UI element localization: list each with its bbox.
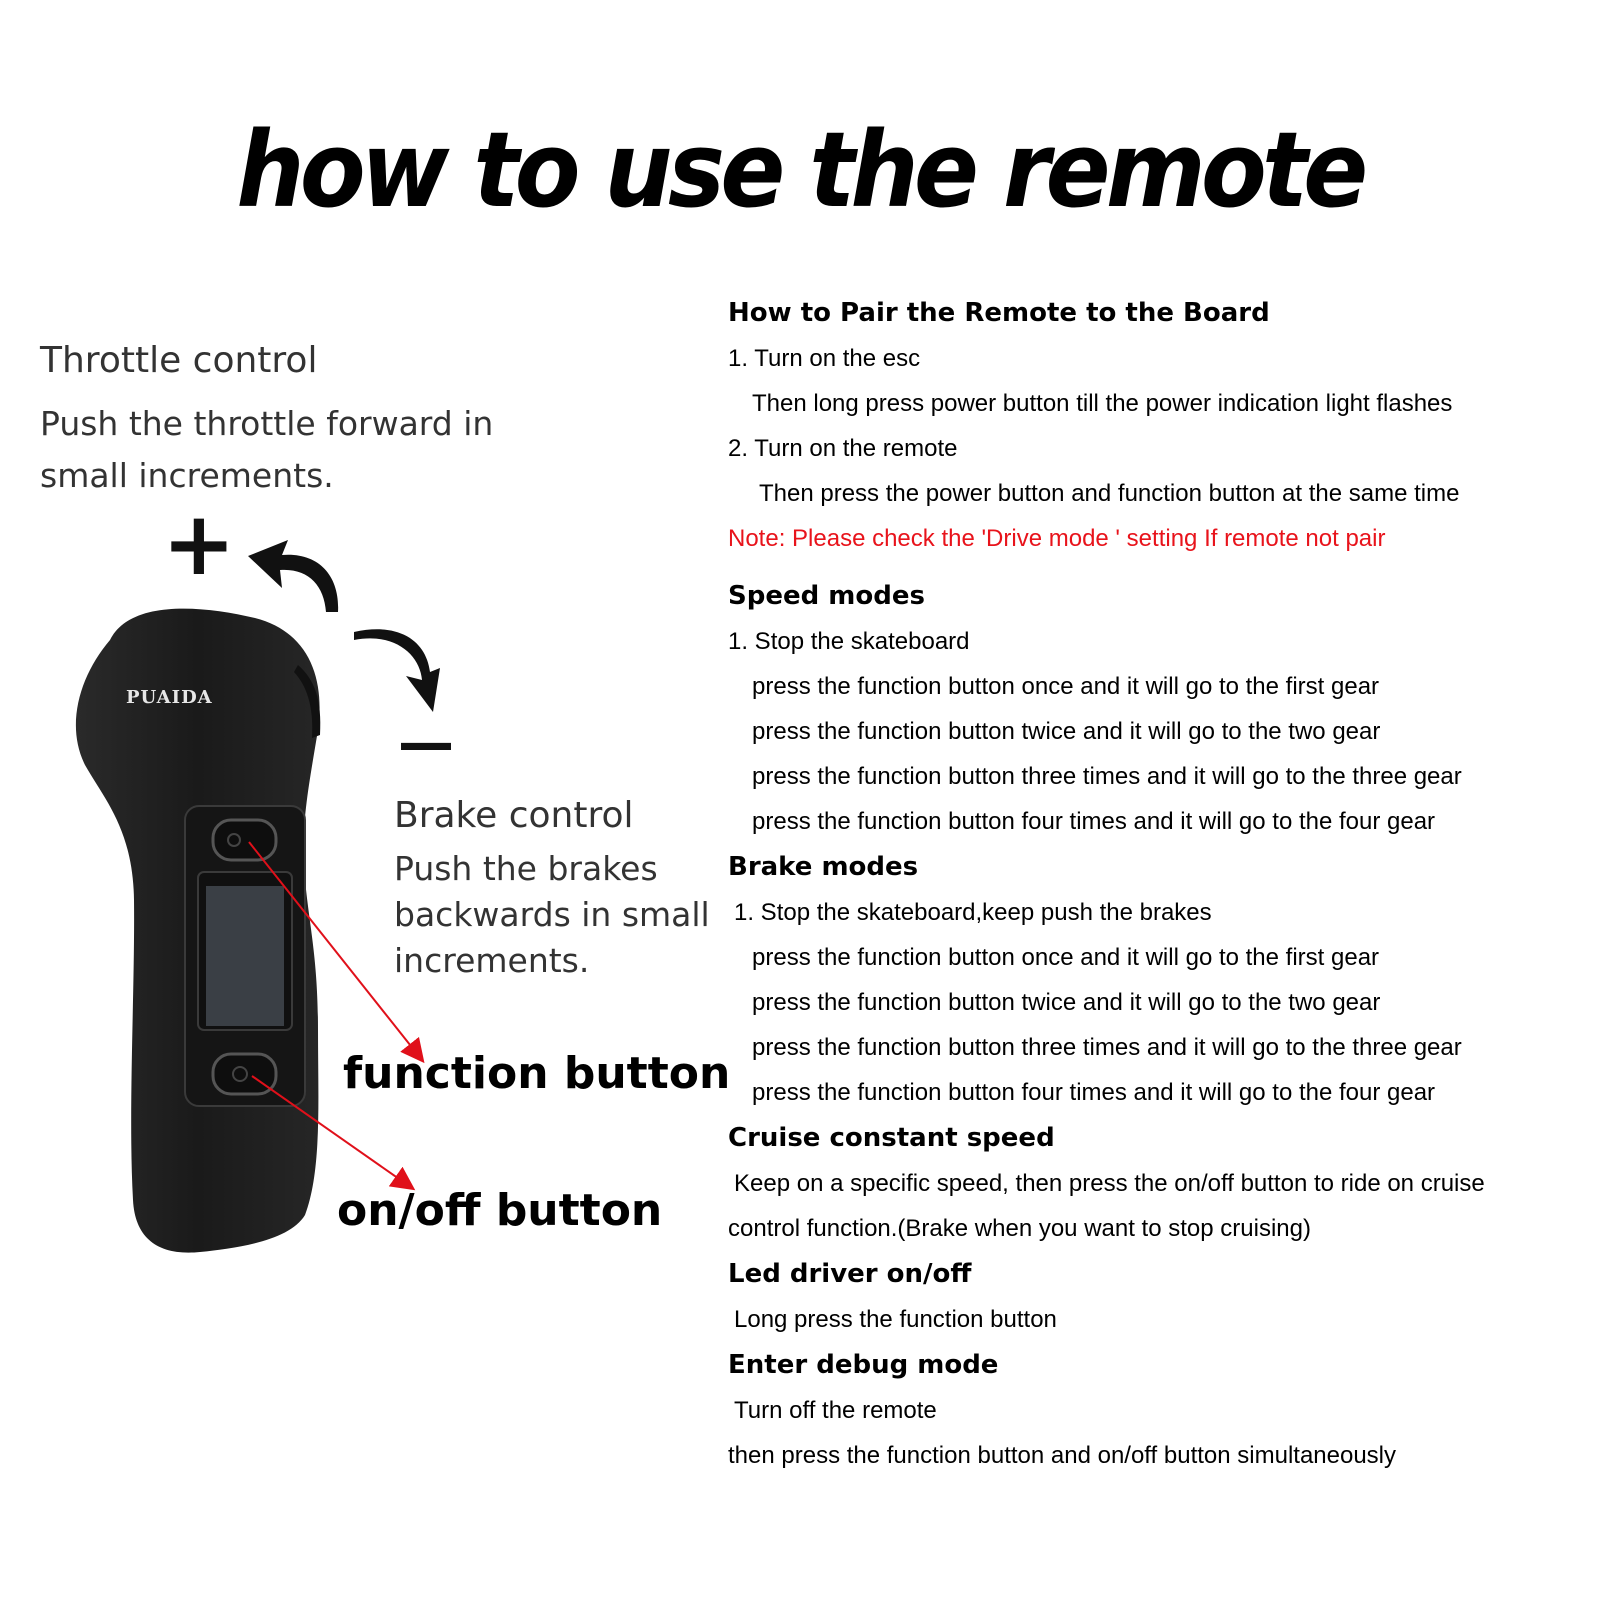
led-heading: Led driver on/off xyxy=(728,1259,972,1289)
brake-step: 1. Stop the skateboard,keep push the brakes xyxy=(734,899,1212,926)
speed-line-4: press the function button four times and it will go to the four gear xyxy=(752,808,1436,835)
debug-heading: Enter debug mode xyxy=(728,1350,999,1380)
cruise-line-1: Keep on a specific speed, then press the on/off button to ride on cruise xyxy=(734,1170,1485,1197)
brake-modes-heading: Brake modes xyxy=(728,852,919,882)
brake-line-4: press the function button four times and it will go to the four gear xyxy=(752,1079,1436,1106)
pair-step-1: 1. Turn on the esc xyxy=(728,345,921,372)
speed-line-2: press the function button twice and it will go to the two gear xyxy=(752,718,1381,745)
lcd-screen xyxy=(206,886,284,1026)
brake-heading: Brake control xyxy=(394,795,634,836)
speed-heading: Speed modes xyxy=(728,581,925,611)
pair-heading: How to Pair the Remote to the Board xyxy=(728,298,1270,328)
throttle-heading: Throttle control xyxy=(40,340,318,381)
function-button xyxy=(213,820,276,860)
pair-note: Note: Please check the 'Drive mode ' setting If remote not pair xyxy=(728,525,1386,552)
onoff-button xyxy=(213,1054,276,1094)
onoff-button-label: on/off button xyxy=(337,1185,663,1236)
speed-line-1: press the function button once and it will go to the first gear xyxy=(752,673,1380,700)
speed-step: 1. Stop the skateboard xyxy=(728,628,970,655)
instructions-panel xyxy=(728,290,1588,1478)
plus-icon: + xyxy=(162,492,236,595)
debug-line-2: then press the function button and on/off button simultaneously xyxy=(728,1442,1397,1469)
remote-logo: PUAIDA xyxy=(126,687,213,708)
debug-line-1: Turn off the remote xyxy=(734,1397,937,1424)
pair-step-2-detail: Then press the power button and function button at the same time xyxy=(759,480,1460,507)
brake-line-2: press the function button twice and it will go to the two gear xyxy=(752,989,1381,1016)
speed-line-3: press the function button three times and it will go to the three gear xyxy=(752,763,1462,790)
page-title: how to use the remote xyxy=(236,109,1364,231)
minus-icon: — xyxy=(398,711,454,776)
pair-step-2: 2. Turn on the remote xyxy=(728,435,958,462)
throttle-description: Push the throttle forward in small increments. xyxy=(40,404,494,495)
pair-step-1-detail: Then long press power button till the power indication light flashes xyxy=(752,390,1453,417)
cruise-line-2: control function.(Brake when you want to stop cruising) xyxy=(728,1215,1311,1242)
led-line: Long press the function button xyxy=(734,1306,1057,1333)
brake-arrow-icon xyxy=(354,629,440,712)
brake-line-3: press the function button three times and it will go to the three gear xyxy=(752,1034,1462,1061)
brake-line-1: press the function button once and it will go to the first gear xyxy=(752,944,1380,971)
cruise-heading: Cruise constant speed xyxy=(728,1123,1055,1153)
brake-description: Push the brakes backwards in small increments. xyxy=(394,849,710,980)
function-button-label: function button xyxy=(343,1048,731,1099)
throttle-arrow-icon xyxy=(248,540,338,612)
